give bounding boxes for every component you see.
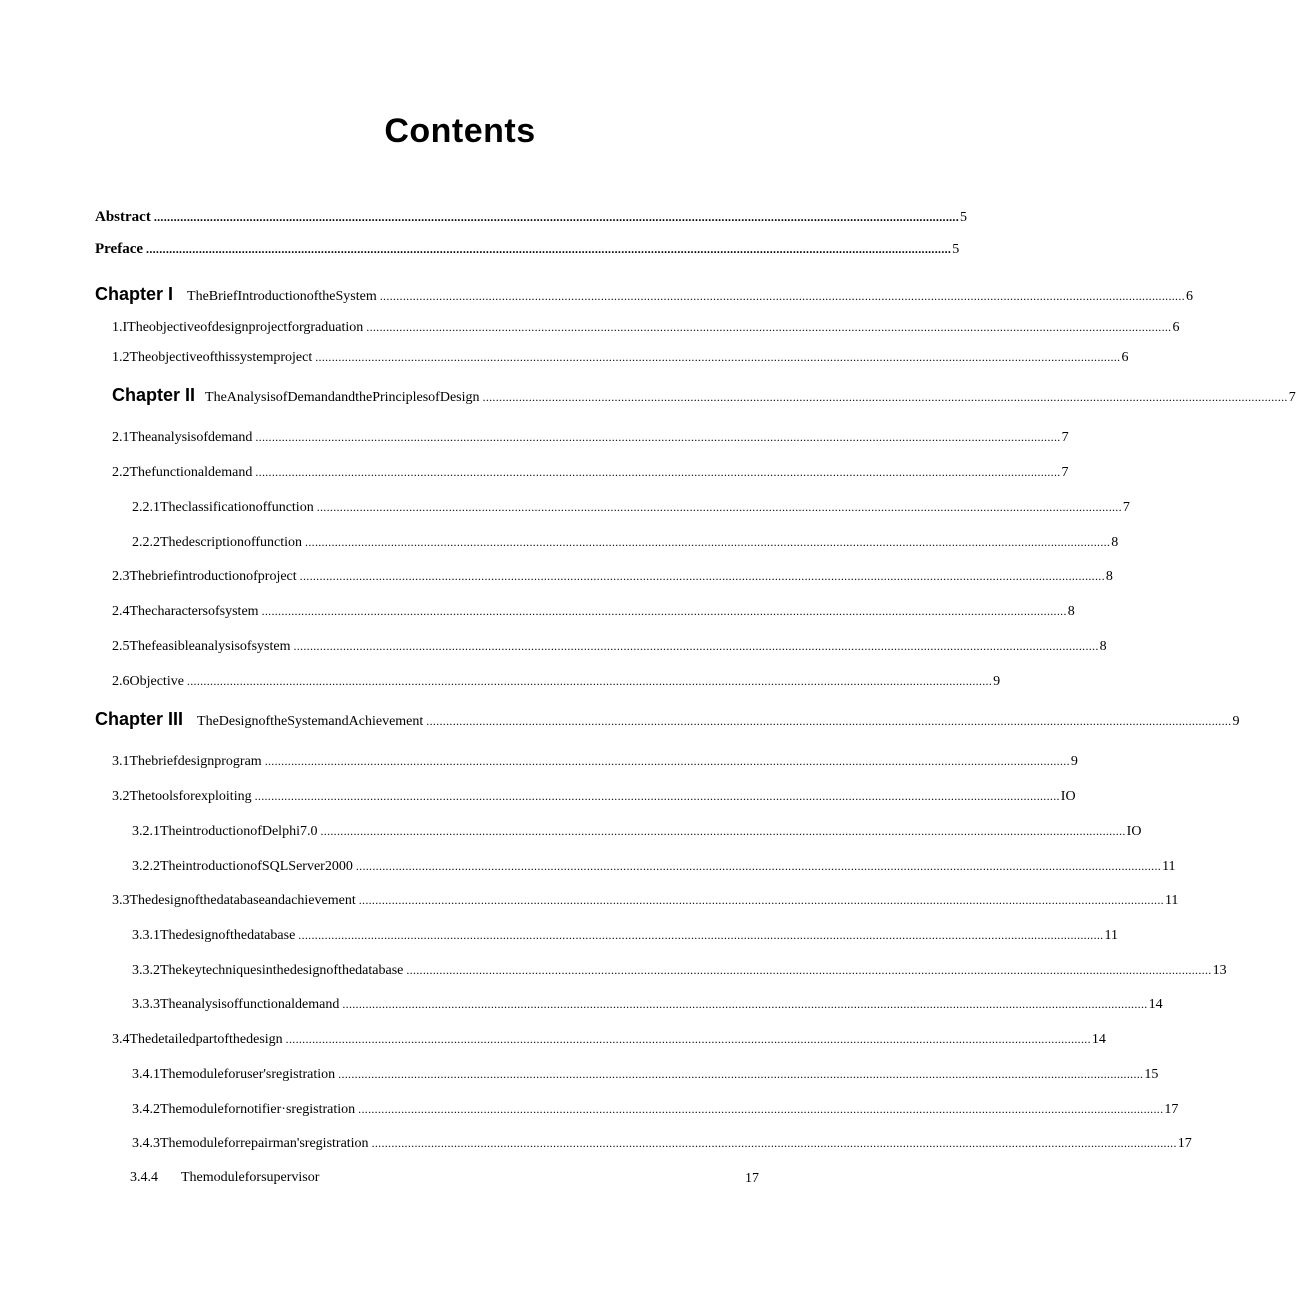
- toc-label: Thebriefdesignprogram: [129, 754, 262, 769]
- toc-page: 7: [1122, 500, 1130, 515]
- toc-label: TheDesignoftheSystemandAchievement: [197, 714, 424, 729]
- toc-number: 3.4.2: [132, 1102, 160, 1117]
- toc-page: 9: [1070, 754, 1078, 769]
- toc-entry-chapter-2[interactable]: [112, 385, 1296, 407]
- toc-label: Objective: [129, 674, 184, 689]
- toc-entry[interactable]: [112, 1030, 1106, 1049]
- leader-dots: ....................................................................................................................................................................................................................................................: [153, 210, 960, 224]
- toc-entry[interactable]: [132, 533, 1119, 552]
- toc-page: 6: [1185, 289, 1193, 304]
- toc-entry-chapter-1[interactable]: [95, 284, 1193, 306]
- toc-number: 2.2.1: [132, 500, 160, 515]
- leader-dots: ....................................................................................................................................................................................................................................................: [298, 928, 1104, 942]
- toc-label: Thedetailedpartofthedesign: [129, 1032, 283, 1047]
- toc-page: 15: [1144, 1067, 1159, 1082]
- toc-number: 2.3: [112, 569, 130, 584]
- toc-label: Themodulefornotifier·sregistration: [160, 1102, 356, 1117]
- toc-entry[interactable]: [112, 348, 1129, 367]
- leader-dots: ....................................................................................................................................................................................................................................................: [355, 859, 1162, 873]
- leader-dots: ....................................................................................................................................................................................................................................................: [186, 674, 993, 688]
- toc-page: 11: [1164, 893, 1179, 908]
- page-title: Contents: [384, 112, 536, 150]
- toc-page: 6: [1121, 350, 1129, 365]
- leader-dots: ....................................................................................................................................................................................................................................................: [255, 430, 1061, 444]
- toc-label: Theobjectiveofthissystemproject: [129, 350, 313, 365]
- toc-number: 3.4.4: [130, 1170, 158, 1185]
- toc-entry[interactable]: [112, 602, 1075, 621]
- toc-label: Thedesignofthedatabase: [160, 928, 296, 943]
- toc-label: Thetoolsforexploiting: [129, 789, 252, 804]
- toc-label: Theanalysisofdemand: [129, 430, 253, 445]
- toc-entry[interactable]: [112, 567, 1113, 586]
- toc-page: 17: [745, 1171, 759, 1186]
- toc-number: 3.4.1: [132, 1067, 160, 1082]
- toc-page: 8: [1099, 639, 1107, 654]
- toc-page: 7: [1061, 465, 1069, 480]
- toc-number: 2.6: [112, 674, 130, 689]
- leader-dots: ....................................................................................................................................................................................................................................................: [320, 824, 1126, 838]
- toc-label: Theclassificationoffunction: [160, 500, 314, 515]
- toc-page: 14: [1148, 997, 1163, 1012]
- toc-label: TheintroductionofDelphi7.0: [160, 824, 318, 839]
- toc-entry[interactable]: [132, 926, 1118, 945]
- toc-label: Themoduleforuser'sregistration: [160, 1067, 336, 1082]
- toc-label: Theanalysisoffunctionaldemand: [160, 997, 340, 1012]
- toc-number: 3.2: [112, 789, 130, 804]
- toc-label: Themoduleforsupervisor: [181, 1170, 320, 1185]
- leader-dots: ....................................................................................................................................................................................................................................................: [146, 242, 952, 256]
- chapter-label: Chapter I: [95, 284, 174, 304]
- chapter-label: Chapter II: [112, 385, 196, 405]
- leader-dots: ....................................................................................................................................................................................................................................................: [299, 569, 1105, 583]
- toc-label: TheAnalysisofDemandandthePrinciplesofDesign: [205, 390, 480, 405]
- toc-label: Thefunctionaldemand: [129, 465, 253, 480]
- toc-page: 8: [1067, 604, 1075, 619]
- chapter-label: Chapter III: [95, 709, 184, 729]
- toc-page: 13: [1212, 963, 1227, 978]
- toc-entry[interactable]: [112, 891, 1179, 910]
- toc-entry[interactable]: [132, 995, 1163, 1014]
- toc-page: 6: [1172, 320, 1180, 335]
- toc-page: 17: [1164, 1102, 1179, 1117]
- toc-label: Thecharactersofsystem: [129, 604, 259, 619]
- toc-number: 2.4: [112, 604, 130, 619]
- leader-dots: ....................................................................................................................................................................................................................................................: [315, 350, 1121, 364]
- toc-entry-abstract[interactable]: [95, 208, 968, 227]
- leader-dots: ....................................................................................................................................................................................................................................................: [316, 500, 1122, 514]
- toc-page: 7: [1288, 390, 1296, 405]
- toc-page: 5: [960, 210, 968, 225]
- toc-number: 3.3.3: [132, 997, 160, 1012]
- toc-entry[interactable]: [132, 1065, 1159, 1084]
- toc-entry[interactable]: [112, 672, 1001, 691]
- toc-entry[interactable]: [112, 637, 1107, 656]
- toc-number: 3.4.3: [132, 1136, 160, 1151]
- toc-entry[interactable]: [112, 428, 1069, 447]
- toc-label: Thedesignofthedatabaseandachievement: [129, 893, 356, 908]
- toc-page: IO: [1060, 789, 1076, 804]
- toc-page: 8: [1111, 535, 1119, 550]
- toc-entry-chapter-3[interactable]: [95, 709, 1240, 731]
- leader-dots: ....................................................................................................................................................................................................................................................: [254, 789, 1060, 803]
- toc-label: Themoduleforrepairman'sregistration: [160, 1136, 369, 1151]
- toc-entry[interactable]: [112, 463, 1069, 482]
- toc-number: 1.2: [112, 350, 130, 365]
- toc-label: Thedescriptionoffunction: [160, 535, 303, 550]
- toc-entry[interactable]: [112, 787, 1076, 806]
- toc-entry[interactable]: [130, 1169, 319, 1187]
- toc-entry[interactable]: [132, 961, 1227, 980]
- leader-dots: ....................................................................................................................................................................................................................................................: [338, 1067, 1144, 1081]
- leader-dots: ....................................................................................................................................................................................................................................................: [261, 604, 1067, 618]
- toc-number: 3.4: [112, 1032, 130, 1047]
- toc-number: 3.2.2: [132, 859, 160, 874]
- toc-label: Thefeasibleanalysisofsystem: [129, 639, 291, 654]
- leader-dots: ....................................................................................................................................................................................................................................................: [379, 289, 1185, 303]
- toc-label: Thebriefintroductionofproject: [129, 569, 297, 584]
- toc-label: Preface: [95, 241, 144, 257]
- toc-page: 11: [1162, 859, 1176, 874]
- leader-dots: ....................................................................................................................................................................................................................................................: [358, 893, 1164, 907]
- leader-dots: ....................................................................................................................................................................................................................................................: [426, 714, 1232, 728]
- toc-label: ITheobjectiveofdesignprojectforgraduation: [122, 320, 364, 335]
- toc-page: IO: [1126, 824, 1142, 839]
- toc-number: 3.3.2: [132, 963, 160, 978]
- toc-number: 2.2: [112, 465, 130, 480]
- leader-dots: ....................................................................................................................................................................................................................................................: [366, 320, 1172, 334]
- toc-entry[interactable]: [132, 1134, 1192, 1153]
- toc-number: 2.1: [112, 430, 130, 445]
- toc-entry-preface[interactable]: [95, 240, 960, 259]
- toc-label: TheBriefIntroductionoftheSystem: [187, 289, 377, 304]
- toc-label: TheintroductionofSQLServer2000: [160, 859, 353, 874]
- toc-number: 1.: [112, 320, 123, 335]
- toc-page: 14: [1091, 1032, 1106, 1047]
- toc-number: 3.2.1: [132, 824, 160, 839]
- toc-number: 2.2.2: [132, 535, 160, 550]
- toc-page: 9: [993, 674, 1001, 689]
- toc-entry[interactable]: [132, 857, 1176, 876]
- leader-dots: ....................................................................................................................................................................................................................................................: [293, 639, 1099, 653]
- toc-label: Abstract: [95, 209, 151, 225]
- leader-dots: ....................................................................................................................................................................................................................................................: [305, 535, 1111, 549]
- toc-number: 3.1: [112, 754, 130, 769]
- toc-entry[interactable]: [112, 752, 1078, 771]
- toc-page: 11: [1104, 928, 1118, 943]
- toc-label: Thekeytechniquesinthedesignofthedatabase: [160, 963, 404, 978]
- leader-dots: ....................................................................................................................................................................................................................................................: [255, 465, 1061, 479]
- toc-page: 5: [952, 242, 960, 257]
- leader-dots: ....................................................................................................................................................................................................................................................: [358, 1102, 1164, 1116]
- leader-dots: ....................................................................................................................................................................................................................................................: [342, 997, 1148, 1011]
- leader-dots: ....................................................................................................................................................................................................................................................: [371, 1136, 1177, 1150]
- leader-dots: ....................................................................................................................................................................................................................................................: [264, 754, 1070, 768]
- toc-entry[interactable]: [132, 822, 1142, 841]
- toc-page: 8: [1105, 569, 1113, 584]
- toc-page: 9: [1232, 714, 1240, 729]
- toc-entry[interactable]: [132, 498, 1130, 517]
- leader-dots: ....................................................................................................................................................................................................................................................: [406, 963, 1212, 977]
- leader-dots: ....................................................................................................................................................................................................................................................: [285, 1032, 1091, 1046]
- toc-number: 3.3.1: [132, 928, 160, 943]
- leader-dots: ....................................................................................................................................................................................................................................................: [482, 390, 1288, 404]
- toc-page: 7: [1061, 430, 1069, 445]
- toc-number: 2.5: [112, 639, 130, 654]
- toc-entry[interactable]: [132, 1100, 1179, 1119]
- toc-number: 3.3: [112, 893, 130, 908]
- toc-entry[interactable]: [112, 318, 1180, 337]
- toc-page: 17: [1177, 1136, 1192, 1151]
